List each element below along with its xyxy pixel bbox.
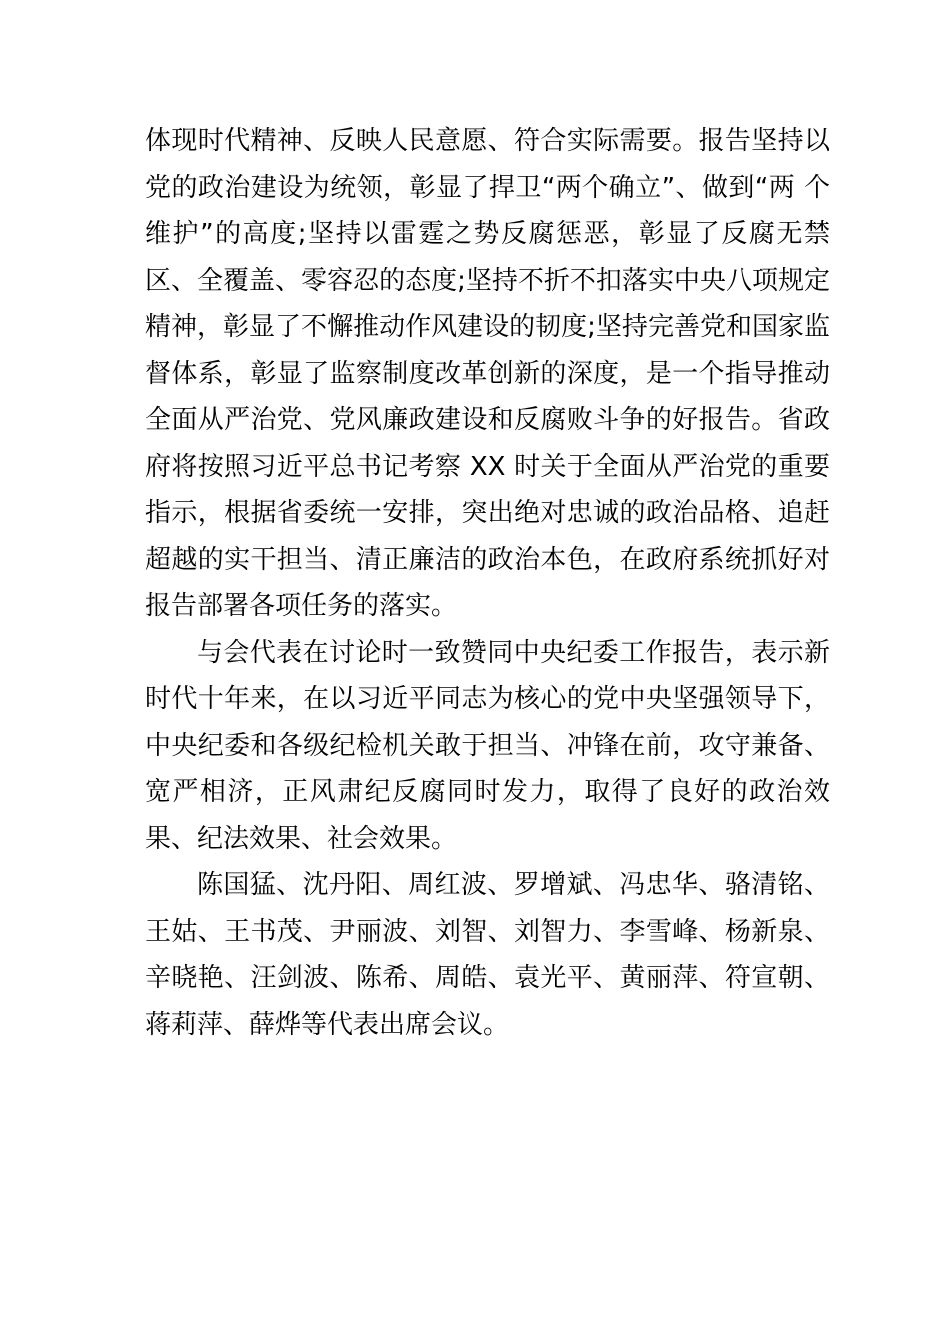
- paragraph-delegates-discussion: 与会代表在讨论时一致赞同中央纪委工作报告，表示新时代十年来，在以习近平同志为核心的党中央坚强领导下， 中央纪委和各级纪检机关敢于担当、冲锋在前，攻守兼备、 宽严相济，正风肃纪反腐同时发力，取得了良好的政治效果、纪法效果、社会效果。: [145, 637, 830, 854]
- paragraph-attendees: 陈国猛、沈丹阳、周红波、罗增斌、冯忠华、骆清铭、王姑、王书茂、尹丽波、刘智、刘智力、李雪峰、杨新泉、 辛晓艳、汪剑波、陈希、周皓、袁光平、黄丽萍、符宣朝、 蒋莉萍、薛烨等代表出席会议。: [145, 870, 830, 1040]
- document-body: [145, 118, 830, 1048]
- paragraph-report-continuation: 体现时代精神、反映人民意愿、符合实际需要。报告坚持以党的政治建设为统领，彰显了捍卫“两个确立”、做到“两 个维护”的高度;坚持以雷霆之势反腐惩恶，彰显了反腐无禁区、全覆盖、零容忍的态度;坚持不折不扣落实中央八项规定精神，彰显了不懈推动作风建设的韧度;坚持完善党和国家监督体系，彰显了监察制度改革创新的深度，是一个指导推动全面从严治党、党风廉政建设和反腐败斗争的好报告。省政府将按照习近平总书记考察 XX 时关于全面从严治党的重要指示，根据省委统一安排，突出绝对忠诚的政治品格、追赶超越的实干担当、清正廉洁的政治本色，在政府系统抓好对报告部署各项任务的落实。: [145, 126, 830, 621]
